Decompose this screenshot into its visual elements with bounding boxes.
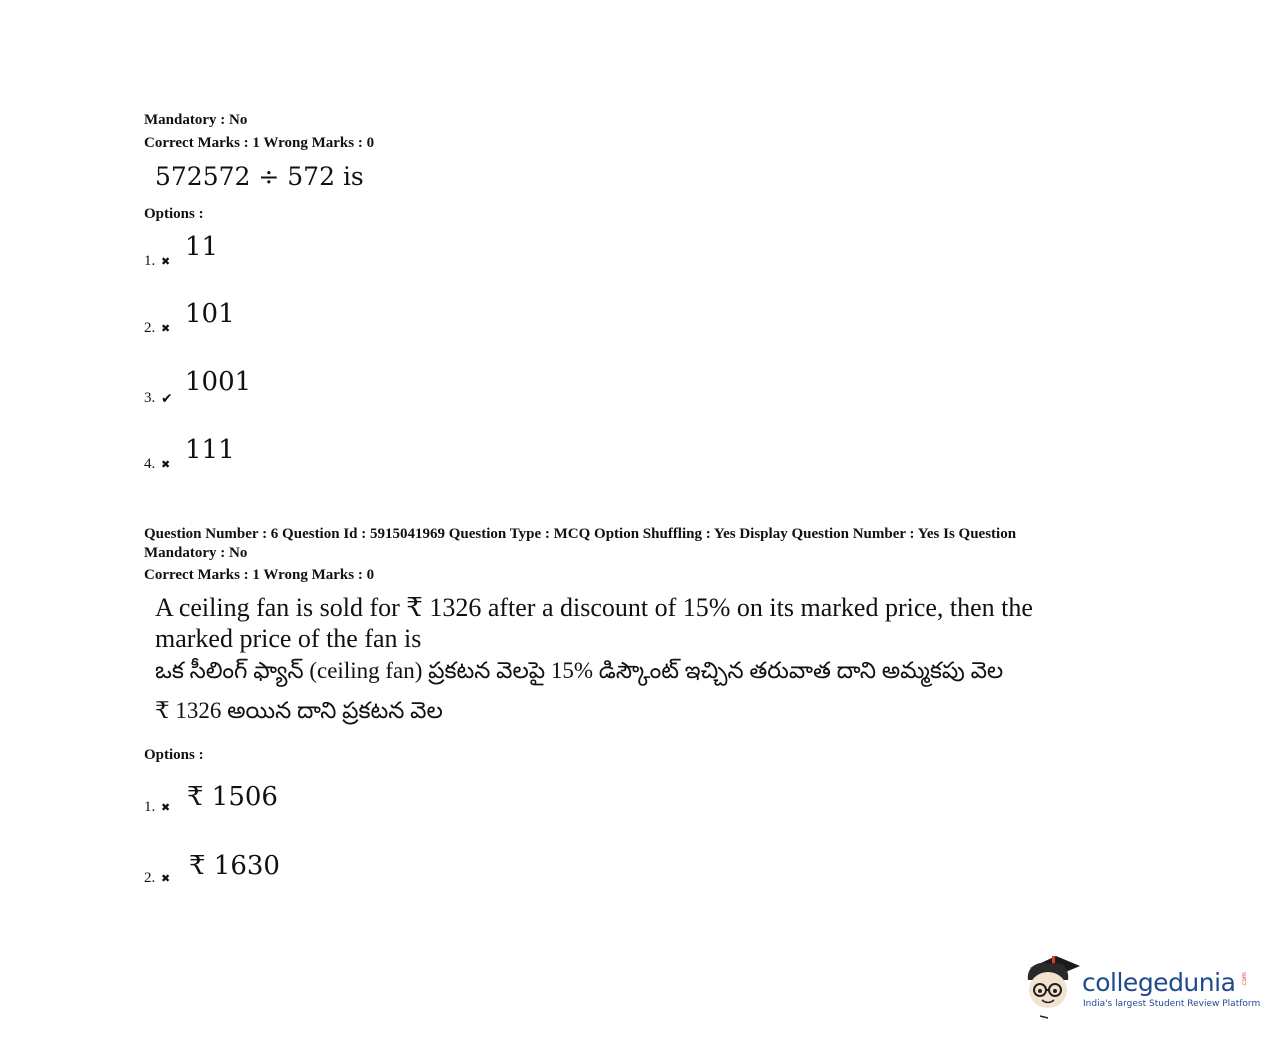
check-mark-icon: ✔ bbox=[161, 391, 173, 407]
wrong-mark-icon: ✖ bbox=[161, 458, 171, 471]
logo-brand-text: collegedunia bbox=[1082, 968, 1236, 997]
q6-question-line-1: A ceiling fan is sold for ₹ 1326 after a discount of 15% on its marked price, then the bbox=[155, 593, 1033, 622]
logo-dotcom-text: .com bbox=[1240, 972, 1248, 987]
wrong-mark-icon: ✖ bbox=[161, 801, 171, 814]
q5-question-text: 572572 ÷ 572 is bbox=[155, 162, 364, 191]
q6-question-line-2: marked price of the fan is bbox=[155, 624, 422, 653]
option-value: 11 bbox=[185, 232, 219, 262]
option-value: 101 bbox=[185, 299, 235, 329]
wrong-mark-icon: ✖ bbox=[161, 322, 171, 335]
option-number: 4. bbox=[144, 456, 156, 472]
q5-options-label: Options : bbox=[144, 206, 204, 222]
option-number: 1. bbox=[144, 253, 156, 269]
wrong-mark-icon: ✖ bbox=[161, 872, 171, 885]
q6-header: Question Number : 6 Question Id : 5915041969 Question Type : MCQ Option Shuffling : Yes Display Question Number : Yes Is Question bbox=[144, 526, 1017, 542]
option-value: 1001 bbox=[185, 367, 252, 397]
option-number: 2. bbox=[144, 870, 156, 886]
option-value: 111 bbox=[185, 435, 235, 465]
q5-mandatory: Mandatory : No bbox=[144, 112, 248, 128]
collegedunia-logo bbox=[1022, 950, 1262, 1020]
q6-mandatory: Mandatory : No bbox=[144, 545, 248, 561]
q6-marks: Correct Marks : 1 Wrong Marks : 0 bbox=[144, 567, 375, 583]
logo-tagline: India's largest Student Review Platform bbox=[1083, 999, 1261, 1009]
option-number: 3. bbox=[144, 390, 156, 406]
option-value: ₹ 1506 bbox=[187, 782, 278, 812]
student-mascot-icon bbox=[1022, 950, 1084, 1020]
option-value: ₹ 1630 bbox=[189, 851, 280, 881]
q6-question-line-3-telugu: ఒక సీలింగ్ ఫ్యాన్ (ceiling fan) ప్రకటన వెలపై 15% డిస్కౌంట్ ఇచ్చిన తరువాత దాని అమ్మకపు వెల bbox=[155, 658, 1004, 683]
wrong-mark-icon: ✖ bbox=[161, 255, 171, 268]
option-number: 2. bbox=[144, 320, 156, 336]
option-number: 1. bbox=[144, 799, 156, 815]
q5-marks: Correct Marks : 1 Wrong Marks : 0 bbox=[144, 135, 375, 151]
q6-options-label: Options : bbox=[144, 747, 204, 763]
q6-question-line-4-telugu: ₹ 1326 అయిన దాని ప్రకటన వెల bbox=[155, 698, 443, 723]
